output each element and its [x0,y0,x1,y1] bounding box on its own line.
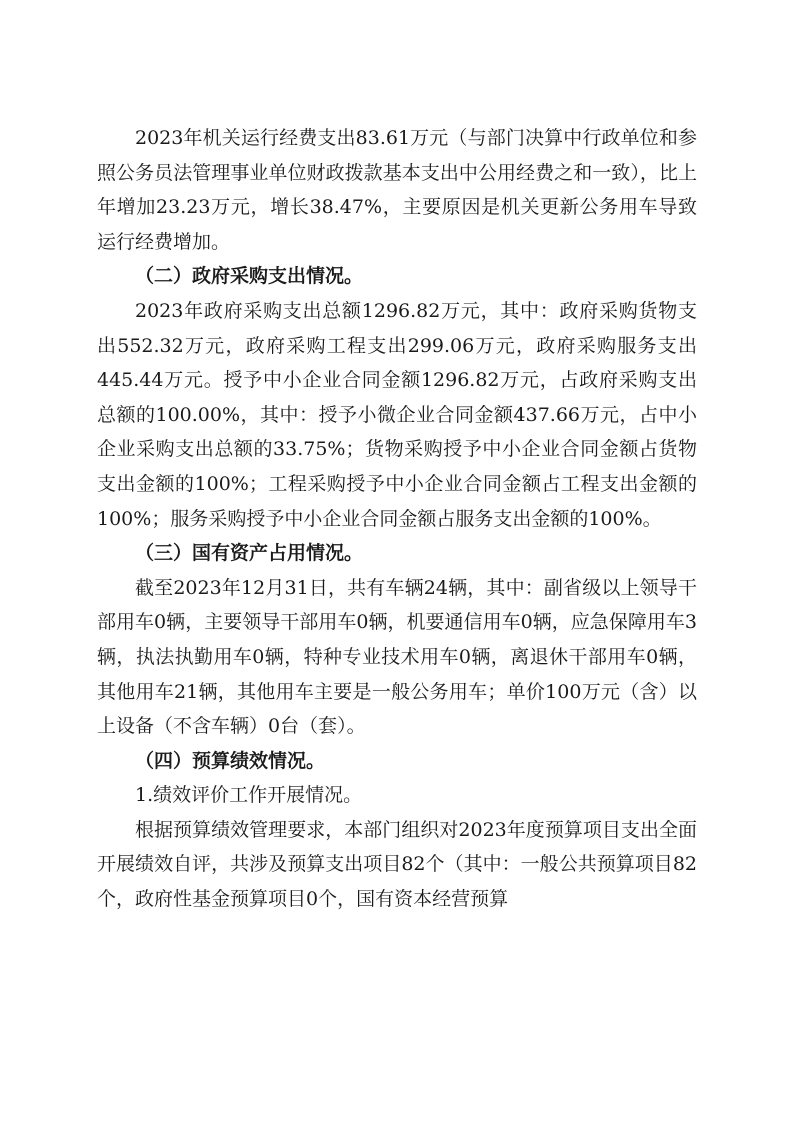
paragraph-evaluation-subtitle: 1.绩效评价工作开展情况。 [135,784,363,807]
section-heading-procurement: （二）政府采购支出情况。 [135,265,364,288]
paragraph-procurement: 2023年政府采购支出总额1296.82万元，其中：政府采购货物支出552.32万元，政府采购工程支出299.06万元，政府采购服务支出445.44万元。授予中小企业合同金额1296.82万元，占政府采购支出总额的100.00%，其中：授予小微企业合同金额437.66万元，占中小企业采购支出总额的33.75%；货物采购授予中小企业合同金额占货物支出金额的100%；工程采购授予中小企业合同金额占工程支出金额的100%；服务采购授予中小企业合同金额占服务支出金额的100%。 [97,299,697,530]
paragraph-evaluation: 根据预算绩效管理要求，本部门组织对2023年度预算项目支出全面开展绩效自评，共涉及预算支出项目82个（其中：一般公共预算项目82个，政府性基金预算项目0个，国有资本经营预算 [97,818,697,911]
paragraph-state-assets: 截至2023年12月31日，共有车辆24辆，其中：副省级以上领导干部用车0辆，主要领导干部用车0辆，机要通信用车0辆，应急保障用车3辆，执法执勤用车0辆，特种专业技术用车0辆，离退休干部用车0辆，其他用车21辆，其他用车主要是一般公务用车；单价100万元（含）以上设备（不含车辆）0台（套）。 [97,576,697,738]
document-page [97,121,697,917]
section-heading-budget-performance: （四）预算绩效情况。 [135,749,326,772]
section-heading-state-assets: （三）国有资产占用情况。 [135,542,364,565]
paragraph-operating-expenses: 2023年机关运行经费支出83.61万元（与部门决算中行政单位和参照公务员法管理事业单位财政拨款基本支出中公用经费之和一致），比上年增加23.23万元，增长38.47%，主要原因是机关更新公务用车导致运行经费增加。 [97,127,697,253]
